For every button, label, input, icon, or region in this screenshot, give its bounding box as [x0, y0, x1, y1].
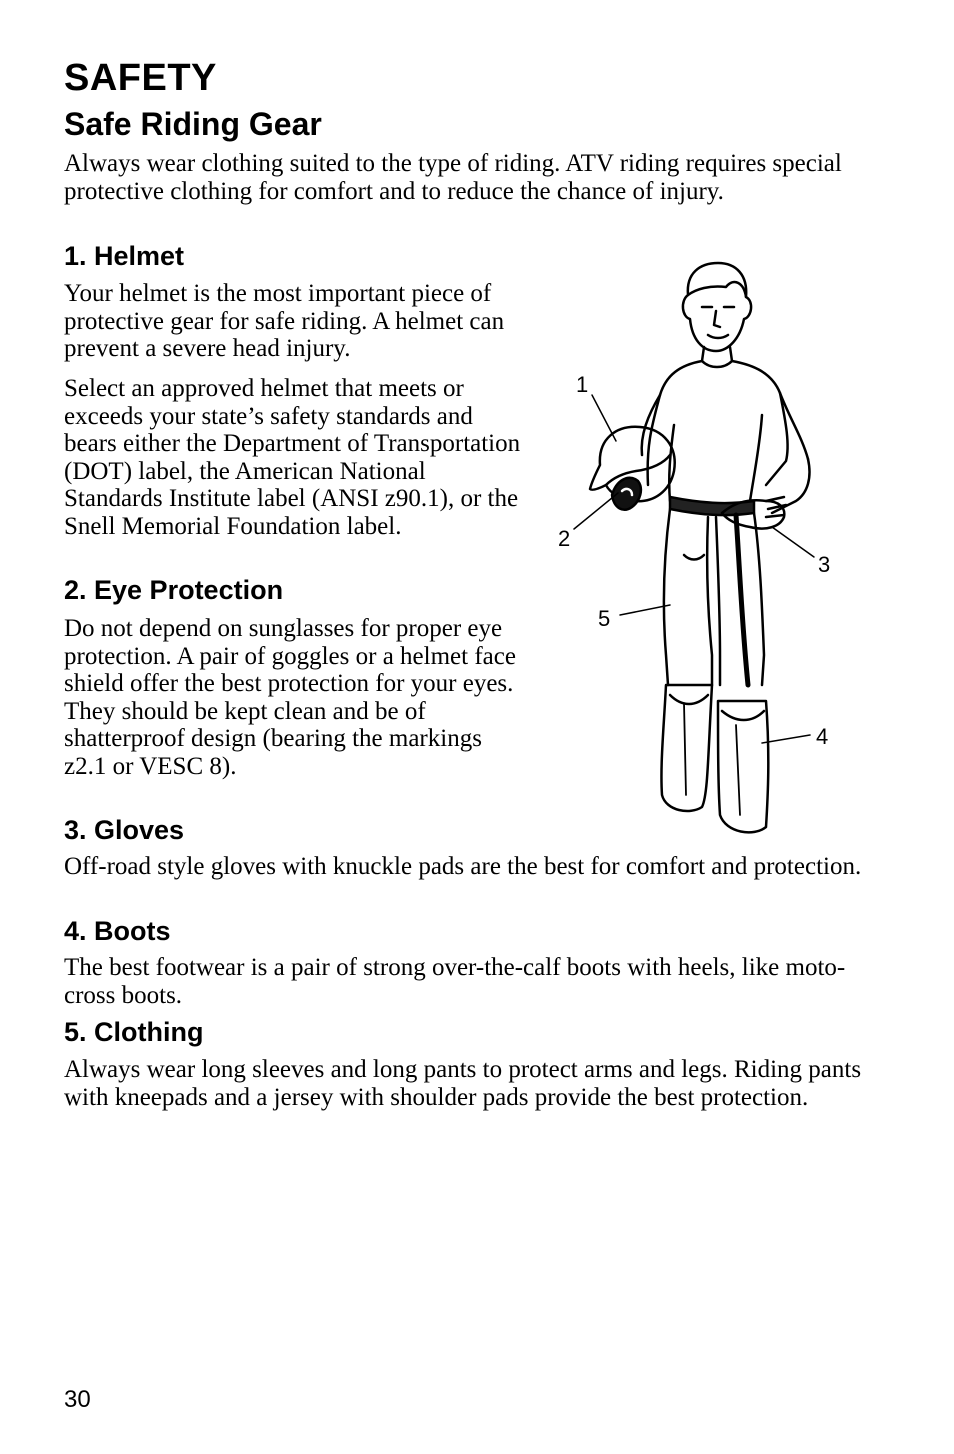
page-heading: Safe Riding Gear	[64, 106, 322, 142]
boots-paragraph: The best footwear is a pair of strong over-the-calf boots with heels, like moto-cross boots.	[64, 954, 846, 1009]
callout-2: 2	[558, 526, 571, 551]
helmet-heading: 1. Helmet	[64, 241, 185, 271]
clothing-paragraph: Always wear long sleeves and long pants to protect arms and legs. Riding pants with kneepads and a jersey with shoulder pads provide the best protection.	[64, 1056, 862, 1111]
callout-5: 5	[598, 606, 611, 631]
helmet-paragraph-2: Select an approved helmet that meets or exceeds your state’s safety standards and bears either the Department of Transportation (DOT) label, the American National Standards Institute label (ANSI z90.1), or the Snell Memorial Foundation label.	[64, 375, 521, 540]
helmet-paragraph-1: Your helmet is the most important piece of protective gear for safe riding. A helmet can prevent a severe head injury.	[64, 280, 505, 362]
gloves-heading: 3. Gloves	[64, 815, 185, 845]
clothing-heading: 5. Clothing	[64, 1017, 204, 1047]
callout-3: 3	[818, 552, 831, 577]
rider-illustration	[540, 255, 860, 845]
intro-paragraph: Always wear clothing suited to the type of riding. ATV riding requires special protective clothing for comfort and to reduce the chance of injury.	[64, 150, 842, 205]
page-number: 30	[64, 1386, 91, 1413]
callout-4: 4	[816, 724, 829, 749]
callout-1: 1	[576, 372, 589, 397]
eye-protection-heading: 2. Eye Protection	[64, 575, 284, 605]
eye-protection-paragraph: Do not depend on sunglasses for proper eye protection. A pair of goggles or a helmet face shield offer the best protection for your eyes. They should be kept clean and be of shatterproof design (bearing the markings z2.1 or VESC 8).	[64, 615, 516, 780]
gloves-paragraph: Off-road style gloves with knuckle pads are the best for comfort and protection.	[64, 853, 862, 880]
rider-figure-svg	[540, 255, 860, 845]
boots-heading: 4. Boots	[64, 916, 171, 946]
section-title: SAFETY	[64, 57, 217, 99]
